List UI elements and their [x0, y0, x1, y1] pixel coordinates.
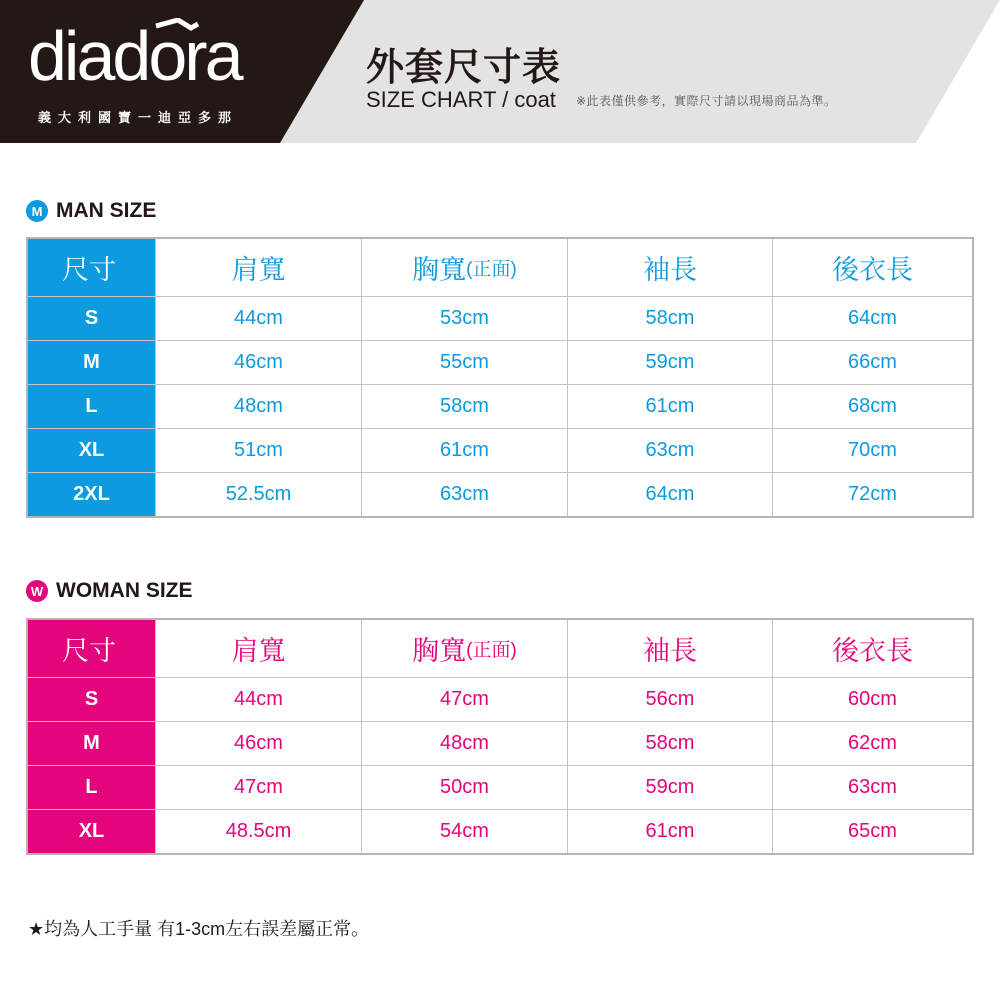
woman-section-label: WOMAN SIZE: [56, 579, 193, 602]
shoulder-column-header: 肩寬: [155, 239, 361, 296]
sleeve-cell: 61cm: [567, 385, 772, 428]
chest-cell: 55cm: [361, 341, 567, 384]
chest-header-sublabel: (正面): [466, 259, 517, 280]
length-cell: 68cm: [772, 385, 972, 428]
logo-wordmark: diadora: [28, 18, 241, 90]
table-row: [28, 340, 972, 384]
table-row: [28, 428, 972, 472]
sleeve-cell: 59cm: [567, 341, 772, 384]
woman-badge-icon: W: [26, 580, 48, 602]
page-subtitle: SIZE CHART / coat: [366, 87, 556, 112]
chest-header-sublabel: (正面): [466, 640, 517, 661]
chest-cell: 53cm: [361, 297, 567, 340]
sleeve-cell: 61cm: [567, 810, 772, 853]
table-row: [28, 809, 972, 853]
length-column-header: 後衣長: [772, 239, 972, 296]
size-column-header: 尺寸: [28, 620, 155, 677]
table-header-row: [28, 620, 972, 677]
table-row: [28, 384, 972, 428]
chest-header-label: 胸寬: [412, 636, 467, 666]
man-section-heading: [26, 199, 156, 223]
shoulder-cell: 44cm: [155, 297, 361, 340]
length-column-header: 後衣長: [772, 620, 972, 677]
sleeve-cell: 64cm: [567, 473, 772, 516]
chest-cell: 50cm: [361, 766, 567, 809]
sleeve-cell: 59cm: [567, 766, 772, 809]
shoulder-cell: 51cm: [155, 429, 361, 472]
page-title: 外套尺寸表: [366, 47, 562, 89]
length-cell: 66cm: [772, 341, 972, 384]
sleeve-cell: 56cm: [567, 678, 772, 721]
chest-cell: 47cm: [361, 678, 567, 721]
chest-cell: 58cm: [361, 385, 567, 428]
diadora-logo: [28, 18, 248, 90]
brand-subtitle: 義大利國寶一迪亞多那: [38, 110, 239, 125]
shoulder-cell: 46cm: [155, 341, 361, 384]
size-cell: 2XL: [28, 473, 155, 516]
sleeve-cell: 63cm: [567, 429, 772, 472]
length-cell: 62cm: [772, 722, 972, 765]
length-cell: 70cm: [772, 429, 972, 472]
shoulder-cell: 52.5cm: [155, 473, 361, 516]
shoulder-cell: 48cm: [155, 385, 361, 428]
length-cell: 65cm: [772, 810, 972, 853]
length-cell: 60cm: [772, 678, 972, 721]
chest-cell: 48cm: [361, 722, 567, 765]
table-row: [28, 296, 972, 340]
sleeve-column-header: 袖長: [567, 620, 772, 677]
size-cell: L: [28, 385, 155, 428]
chest-cell: 61cm: [361, 429, 567, 472]
length-cell: 72cm: [772, 473, 972, 516]
table-row: [28, 765, 972, 809]
sleeve-column-header: 袖長: [567, 239, 772, 296]
sleeve-cell: 58cm: [567, 722, 772, 765]
shoulder-cell: 46cm: [155, 722, 361, 765]
length-cell: 64cm: [772, 297, 972, 340]
chest-cell: 54cm: [361, 810, 567, 853]
length-cell: 63cm: [772, 766, 972, 809]
shoulder-cell: 48.5cm: [155, 810, 361, 853]
size-cell: XL: [28, 429, 155, 472]
table-row: [28, 721, 972, 765]
measurement-footnote: ★均為人工手量 有1-3cm左右誤差屬正常。: [28, 919, 370, 939]
shoulder-column-header: 肩寬: [155, 620, 361, 677]
table-header-row: [28, 239, 972, 296]
size-cell: L: [28, 766, 155, 809]
chest-column-header: [361, 239, 567, 296]
woman-section-heading: [26, 579, 193, 603]
size-cell: M: [28, 722, 155, 765]
size-cell: S: [28, 678, 155, 721]
shoulder-cell: 44cm: [155, 678, 361, 721]
size-cell: XL: [28, 810, 155, 853]
table-row: [28, 472, 972, 516]
table-row: [28, 677, 972, 721]
disclaimer-note: ※此表僅供參考，實際尺寸請以現場商品為準。: [576, 94, 837, 108]
chest-header-label: 胸寬: [412, 255, 467, 285]
size-cell: M: [28, 341, 155, 384]
shoulder-cell: 47cm: [155, 766, 361, 809]
chest-column-header: [361, 620, 567, 677]
sleeve-cell: 58cm: [567, 297, 772, 340]
size-column-header: 尺寸: [28, 239, 155, 296]
size-cell: S: [28, 297, 155, 340]
man-size-table: [26, 237, 974, 518]
woman-size-table: [26, 618, 974, 855]
chest-cell: 63cm: [361, 473, 567, 516]
man-badge-icon: M: [26, 200, 48, 222]
man-section-label: MAN SIZE: [56, 199, 157, 222]
